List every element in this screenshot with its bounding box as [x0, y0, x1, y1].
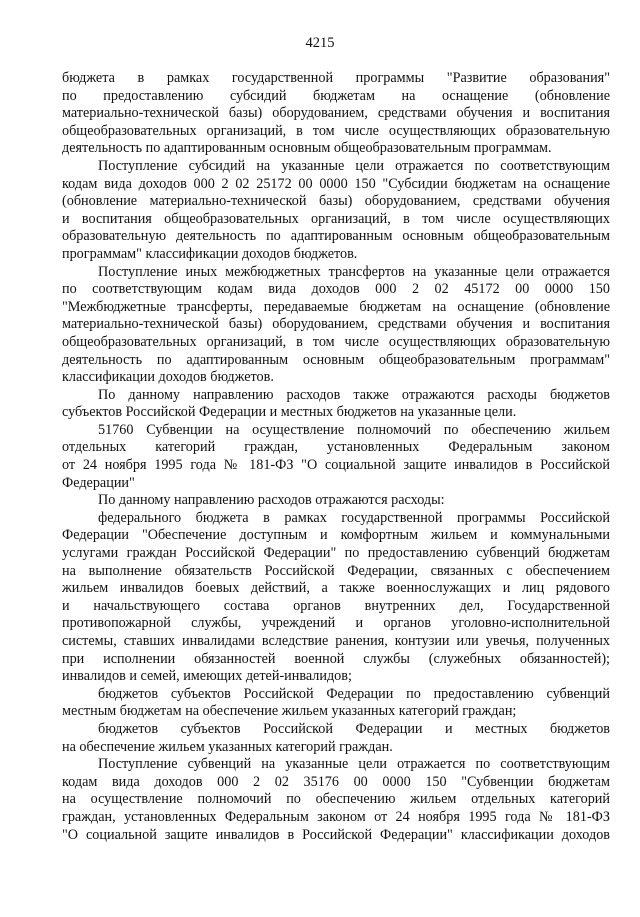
- paragraph: [62, 721, 610, 756]
- paragraph: [62, 492, 610, 510]
- text-line: от 24 ноября 1995 года № 181-ФЗ "О социальной защите инвалидов в Российской: [62, 457, 610, 474]
- text-line: (обновление материально-технической базы) оборудованием, средствами обучения: [62, 193, 610, 210]
- text-line: на обеспечение жильем указанных категорий граждан.: [62, 738, 393, 755]
- text-line: Поступление субвенций на указанные цели отражается по соответствующим: [98, 756, 610, 773]
- paragraph: [62, 264, 610, 387]
- text-line: на осуществление полномочий по обеспечению жильем отдельных категорий: [62, 791, 610, 808]
- text-line: "О социальной защите инвалидов в Российской Федерации" классификации доходов: [62, 826, 610, 843]
- paragraph: [62, 387, 610, 422]
- text-line: местным бюджетам на обеспечение жильем указанных категорий граждан;: [62, 703, 517, 720]
- text-line: противопожарной службы, учреждений и органов уголовно-исполнительной: [62, 615, 610, 632]
- text-line: на выполнение обязательств Российской Федерации, связанных с обеспечением: [62, 562, 610, 579]
- text-line: системы, ставших инвалидами вследствие ранения, контузии или увечья, полученных: [62, 633, 610, 649]
- paragraph: [62, 686, 610, 721]
- text-line: кодам вида доходов 000 2 02 35176 00 0000 150 "Субвенции бюджетам: [62, 773, 610, 790]
- text-line: бюджетов субъектов Российской Федерации по предоставлению субвенций: [98, 685, 610, 702]
- text-line: бюджета в рамках государственной программы "Развитие образования": [62, 70, 610, 86]
- text-line: По данному направлению расходов отражаются расходы:: [98, 492, 445, 509]
- text-line: общеобразовательных организаций, в том числе осуществляющих образовательную: [62, 122, 610, 139]
- text-line: граждан, установленных Федеральным законом от 24 ноября 1995 года № 181-ФЗ: [62, 808, 610, 825]
- text-line: и начальствующего состава органов внутренних дел, Государственной: [62, 597, 610, 614]
- text-line: 51760 Субвенции на осуществление полномочий по обеспечению жильем: [98, 421, 610, 438]
- text-line: и воспитания общеобразовательных организаций, в том числе осуществляющих: [62, 210, 610, 227]
- text-line: Поступление иных межбюджетных трансфертов на указанные цели отражается: [98, 263, 610, 280]
- document-body: [62, 70, 610, 844]
- text-line: образовательную деятельность по адаптированным основным общеобразовательным: [62, 228, 610, 245]
- text-line: "Межбюджетные трансферты, передаваемые бюджетам на оснащение (обновление: [62, 298, 610, 315]
- text-line: бюджетов субъектов Российской Федерации и местных бюджетов: [98, 720, 610, 737]
- text-line: Федерации "Обеспечение доступным и комфортным жильем и коммунальными: [62, 527, 610, 544]
- paragraph: [62, 70, 610, 158]
- text-line: классификации доходов бюджетов.: [62, 369, 274, 386]
- paragraph: [62, 756, 610, 844]
- paragraph: [62, 422, 610, 492]
- text-line: федерального бюджета в рамках государственной программы Российской: [98, 509, 610, 526]
- text-line: при исполнении обязанностей военной службы (служебных обязанностей);: [62, 650, 610, 667]
- text-line: материально-технической базы) оборудованием, средствами обучения и воспитания: [62, 105, 610, 122]
- text-line: общеобразовательных организаций, в том числе осуществляющих образовательную: [62, 333, 610, 350]
- paragraph: [62, 158, 610, 264]
- paragraph: [62, 510, 610, 686]
- text-line: материально-технической базы) оборудованием, средствами обучения и воспитания: [62, 316, 610, 333]
- text-line: инвалидов и семей, имеющих детей-инвалидов;: [62, 668, 352, 685]
- text-line: По данному направлению расходов также отражаются расходы бюджетов: [98, 386, 610, 403]
- text-line: деятельность по адаптированным основным общеобразовательным программам": [62, 351, 610, 368]
- text-line: по предоставлению субсидий бюджетам на оснащение (обновление: [62, 87, 610, 104]
- text-line: субъектов Российской Федерации и местных бюджетов на указанные цели.: [62, 404, 517, 421]
- text-line: кодам вида доходов 000 2 02 25172 00 0000 150 "Субсидии бюджетам на оснащение: [62, 175, 610, 192]
- text-line: услугами граждан Российской Федерации" по предоставлению субвенций бюджетам: [62, 545, 610, 562]
- text-line: Поступление субсидий на указанные цели отражается по соответствующим: [98, 157, 610, 174]
- text-line: деятельность по адаптированным основным общеобразовательным программам.: [62, 140, 552, 157]
- text-line: отдельных категорий граждан, установленных Федеральным законом: [62, 439, 610, 456]
- page-number: 4215: [305, 35, 335, 51]
- text-line: Федерации": [62, 474, 135, 491]
- text-line: жильем инвалидов боевых действий, а также военнослужащих и лиц рядового: [62, 580, 610, 597]
- text-line: программам" классификации доходов бюджетов.: [62, 245, 358, 262]
- text-line: по соответствующим кодам вида доходов 000 2 02 45172 00 0000 150: [62, 281, 610, 298]
